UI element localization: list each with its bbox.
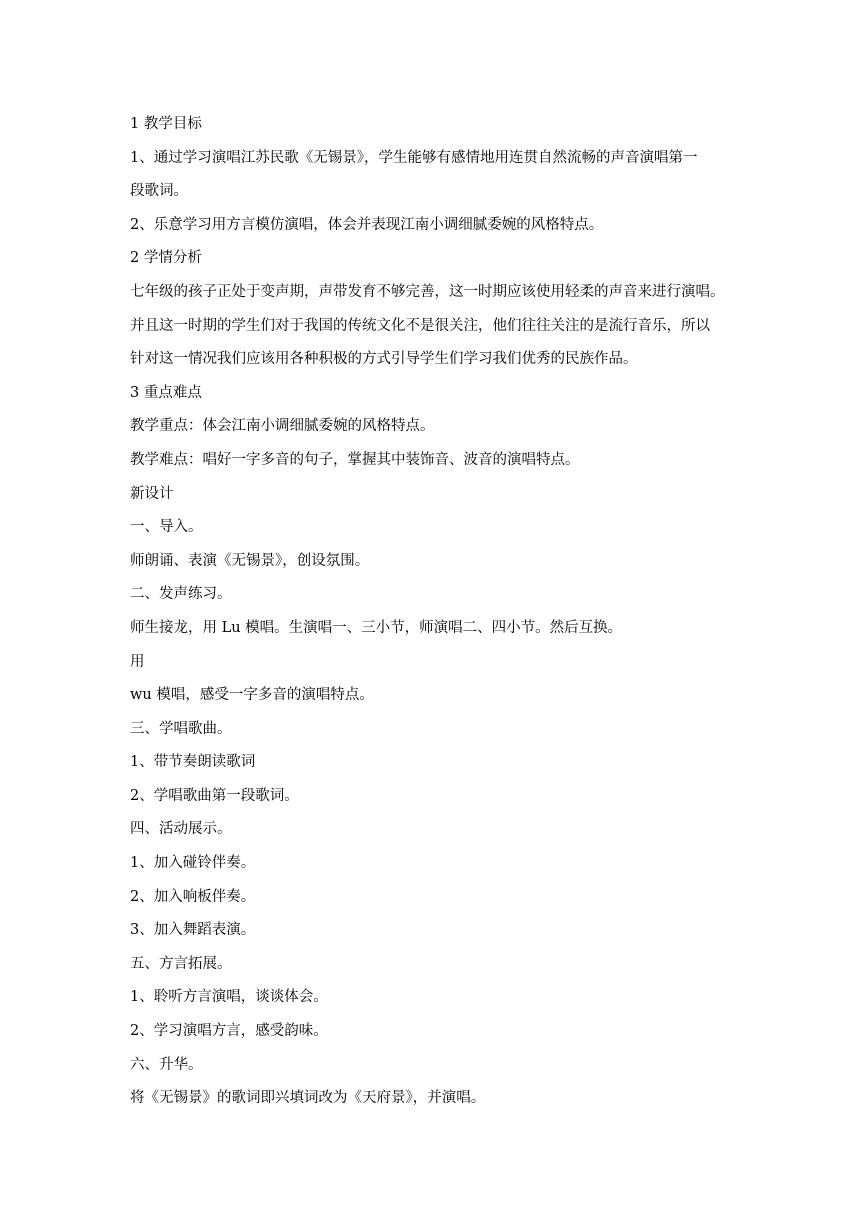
step-2-text-fragment: 用 bbox=[130, 653, 145, 670]
step-2-heading: 二、发声练习。 bbox=[130, 586, 232, 603]
goal-1-line-1: 1、通过学习演唱江苏民歌《无锡景》，学生能够有感情地用连贯自然流畅的声音演唱第一 bbox=[130, 149, 698, 166]
difficult-point: 教学难点：唱好一字多音的句子，掌握其中装饰音、波音的演唱特点。 bbox=[130, 451, 580, 468]
step-4-heading: 四、活动展示。 bbox=[130, 821, 232, 838]
section-heading-teaching-goals: 1 教学目标 bbox=[130, 116, 202, 132]
document-body bbox=[130, 108, 735, 1116]
step-1-heading: 一、导入。 bbox=[130, 519, 203, 536]
step-3-item-1: 1、带节奏朗读歌词 bbox=[130, 754, 256, 771]
step-2-text-continued: wu 模唱，感受一字多音的演唱特点。 bbox=[130, 687, 374, 704]
step-2-text: 师生接龙，用 Lu 模唱。生演唱一、三小节，师演唱二、四小节。然后互换。 bbox=[130, 619, 623, 636]
step-4-item-3: 3、加入舞蹈表演。 bbox=[130, 922, 256, 939]
step-6-text: 将《无锡景》的歌词即兴填词改为《天府景》，并演唱。 bbox=[130, 1090, 486, 1107]
step-5-item-2: 2、学习演唱方言，感受韵味。 bbox=[130, 1023, 328, 1040]
step-1-text: 师朗诵、表演《无锡景》，创设氛围。 bbox=[130, 552, 370, 569]
step-4-item-2: 2、加入响板伴奏。 bbox=[130, 888, 256, 905]
step-5-item-1: 1、聆听方言演唱，谈谈体会。 bbox=[130, 989, 328, 1006]
step-4-item-1: 1、加入碰铃伴奏。 bbox=[130, 855, 256, 872]
section-heading-key-points: 3 重点难点 bbox=[130, 384, 202, 401]
step-3-item-2: 2、学唱歌曲第一段歌词。 bbox=[130, 787, 299, 804]
goal-2: 2、乐意学习用方言模仿演唱，体会并表现江南小调细腻委婉的风格特点。 bbox=[130, 216, 604, 233]
analysis-line-3: 针对这一情况我们应该用各种积极的方式引导学生们学习我们优秀的民族作品。 bbox=[130, 351, 638, 368]
goal-1-line-2: 段歌词。 bbox=[130, 183, 188, 200]
section-heading-student-analysis: 2 学情分析 bbox=[130, 250, 202, 267]
analysis-line-1: 七年级的孩子正处于变声期，声带发育不够完善，这一时期应该使用轻柔的声音来进行演唱。 bbox=[130, 283, 725, 300]
step-6-heading: 六、升华。 bbox=[130, 1056, 203, 1073]
step-5-heading: 五、方言拓展。 bbox=[130, 955, 232, 972]
step-3-heading: 三、学唱歌曲。 bbox=[130, 720, 232, 737]
section-heading-new-design: 新设计 bbox=[130, 485, 174, 502]
key-point: 教学重点：体会江南小调细腻委婉的风格特点。 bbox=[130, 418, 435, 435]
analysis-line-2: 并且这一时期的学生们对于我国的传统文化不是很关注，他们往往关注的是流行音乐，所以 bbox=[130, 317, 710, 334]
